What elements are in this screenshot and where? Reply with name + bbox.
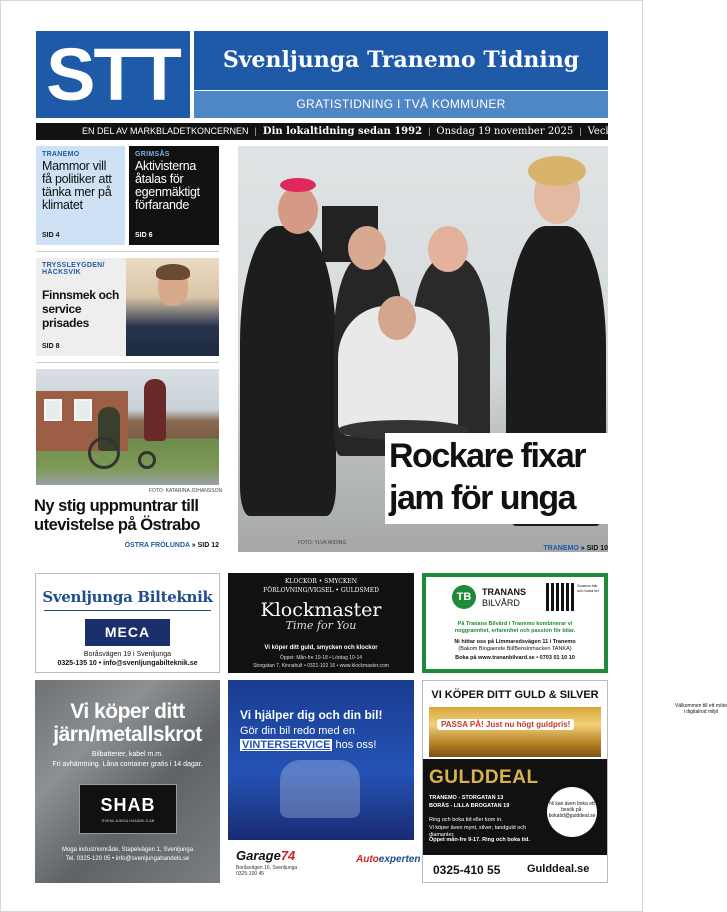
main-story-kicker[interactable] — [481, 545, 608, 552]
photo-credit: FOTO: KATARINA JOHANSSON — [149, 488, 223, 494]
ad-info-panel — [423, 759, 607, 855]
ad-contact: Tel. 0325-120 05 • info@svenljungahandels.se — [65, 856, 190, 862]
info-bar — [36, 123, 634, 140]
teaser-tag: TRANEMO — [42, 151, 80, 158]
separator: | — [254, 126, 257, 136]
ad-address: TRANEMO - STORGATAN 13 — [429, 795, 504, 801]
shab-logo-text: SHAB — [100, 795, 156, 815]
teaser-headline: Aktivisterna åtalas för egenmäktigt förfarande — [135, 159, 200, 212]
ad-address-line: Boråsvägen 16, Svenljunga — [236, 865, 298, 871]
autoexperten-logo-auto: Auto — [356, 854, 379, 865]
photo-person-head — [428, 226, 468, 272]
teaser-tag: GRIMSÅS — [135, 151, 170, 158]
ad-line: Ring och boka tid eller kom in. — [429, 817, 503, 823]
autoexperten-logo-rest: experten — [378, 854, 421, 865]
meca-logo: MECA — [85, 619, 170, 646]
ad-top-line-1: KLOCKOR • SMYCKEN — [285, 578, 357, 585]
ad-headline: Vi hjälper dig och din bil! — [240, 708, 383, 722]
ad-brand-name: TRANANS — [482, 587, 526, 597]
ad-line: Vi köper ditt guld, smycken och klockor — [264, 645, 378, 651]
garage-logo-text: Garage — [236, 848, 281, 863]
teaser-tag: TRYSSLEYGDEN/ HÄCKSVIK — [42, 262, 105, 276]
teaser-tranemo[interactable] — [36, 146, 125, 245]
photo-credit: FOTO: YLVA WIDING — [298, 540, 347, 546]
ad-address: BORÅS - LILLA BROGATAN 19 — [429, 803, 510, 809]
main-headline-line: jam för unga — [389, 479, 576, 517]
left-story-kicker[interactable] — [36, 542, 219, 549]
ad-line: Fri avhämtning. Låna container gratis i 14 dagar. — [52, 761, 203, 768]
vinterservice-highlight: VINTERSERVICE — [242, 739, 331, 751]
ad-hours: Öppet: Mån-fre 10-18 • Lördag 10-14 — [279, 655, 363, 661]
ad-line: noggrannhet, erfarenhet och passion för bilar. — [454, 628, 576, 634]
walker-wheel — [138, 451, 156, 469]
masthead-subtitle: GRATISTIDNING I TVÅ KOMMUNER — [194, 91, 608, 118]
qr-caption: Scanna här och boka tid — [577, 583, 599, 593]
portrait-hair — [156, 264, 190, 280]
teaser-headline: Mammor vill få politiker att tänka mer på klimatet — [42, 159, 112, 212]
ad-rule — [44, 610, 211, 611]
publisher-group: EN DEL AV MARKBLADETKONCERNEN — [82, 126, 249, 136]
divider — [36, 362, 219, 363]
garage-logo — [236, 848, 295, 863]
ad-address: Boråsvägen 19 i Svenljunga — [83, 651, 172, 658]
ad-footer — [228, 840, 421, 883]
photo-person-head — [378, 296, 416, 340]
ad-address: Moga industriområde, Stapelvägen 1, Svenljunga — [61, 847, 194, 853]
paper-slogan: Din lokaltidning sedan 1992 — [262, 126, 423, 137]
photo-person-rocker — [240, 226, 336, 516]
ad-headline-line: Vi köper ditt — [70, 700, 185, 723]
ad-ribbon: PASSA PÅ! Just nu högt guldpris! — [437, 719, 574, 730]
ad-brand-name-2: BILVÅRD — [482, 598, 520, 608]
separator: | — [579, 126, 582, 136]
separator: | — [428, 126, 431, 136]
ad-tranans-bilvard[interactable] — [422, 573, 608, 673]
ad-line: Vi köper även mynt, silver, tandguld och diamanter. — [429, 825, 527, 838]
teaser-page: SID 6 — [135, 232, 153, 239]
ad-line: Gör din bil redo med en — [240, 725, 355, 737]
ad-garage74[interactable] — [228, 680, 421, 883]
autoexperten-logo — [356, 854, 420, 865]
kicker-page: » SID 12 — [191, 542, 219, 549]
ad-shab-metallskrot[interactable] — [35, 680, 220, 883]
ad-svenljunga-bilteknik[interactable] — [35, 573, 220, 673]
photo-window — [44, 399, 62, 421]
ad-booking-badge: Ni kan även boka ett besök på: bokatid@gulddeal.se — [547, 787, 597, 837]
ad-phone: 0325-100 45 — [236, 871, 265, 877]
ad-subheadline — [240, 724, 376, 752]
masthead-logo[interactable]: STT — [36, 31, 190, 118]
ad-gulddeal[interactable] — [422, 680, 727, 883]
ad-brand-name: Svenljunga Bilteknik — [42, 588, 213, 606]
masthead-title: Svenljunga Tranemo Tidning — [194, 31, 608, 90]
ad-contact: 0325-135 10 • info@svenljungabilteknik.se — [57, 660, 198, 667]
ad-line: På Tranans Bilvård i Tranemo kombinerar vi — [457, 621, 573, 627]
teaser-photo — [126, 258, 219, 356]
issue-week: Vecka 47 — [587, 126, 634, 137]
kicker-place: TRANEMO — [543, 545, 579, 552]
garage-logo-number: 74 — [280, 848, 296, 863]
ad-contact: Boka på www.trananbilvard.se • 0703 01 10 10 — [455, 655, 575, 661]
shab-logo — [79, 784, 177, 834]
qr-code-icon[interactable] — [546, 583, 574, 611]
photo-window — [74, 399, 92, 421]
ad-klockmaster[interactable] — [228, 573, 414, 673]
teaser-grimsas[interactable] — [129, 146, 219, 245]
teaser-page: SID 8 — [42, 343, 60, 350]
ad-inner-panel — [426, 577, 604, 669]
photo-person-walker — [144, 379, 166, 441]
wheelchair-wheel — [88, 437, 120, 469]
ad-line-tail: hos oss! — [335, 739, 377, 751]
kicker-place: ÖSTRA FRÖLUNDA — [124, 542, 190, 549]
ad-slogan: Time for You — [285, 619, 357, 632]
car-icon — [280, 760, 360, 818]
photo-person-head — [348, 226, 386, 270]
ad-welcome-badge: Välkommen till ett möte i digitalrod miljö — [675, 691, 727, 743]
ad-top-line-2: FÖRLOVNING/VIGSEL • GULDSMED — [263, 587, 379, 594]
main-headline-line: Rockare fixar — [389, 437, 585, 475]
ostrabo-photo[interactable] — [36, 369, 219, 485]
ad-line: Bilbatterier, kabel m.m. — [91, 751, 164, 758]
kicker-page: » SID 10 — [580, 545, 608, 552]
ad-line — [240, 738, 376, 752]
ad-contact: Storgatan 7, Kinnahult • 0321-102 16 • www.klockmaster.com — [253, 663, 389, 669]
teaser-headline: Finnsmek och service prisades — [42, 288, 120, 330]
divider — [36, 251, 219, 252]
ad-headline-line: järn/metallskrot — [53, 723, 202, 746]
ad-phone[interactable]: 0325-410 55 — [433, 863, 501, 877]
ad-address — [236, 865, 297, 877]
teaser-tryssleygden[interactable] — [36, 258, 219, 356]
shab-logo-sub: SVENLJUNGA HANDELS AB — [101, 818, 155, 823]
photo-red-hair — [280, 178, 316, 192]
ad-headline: VI KÖPER DITT GULD & SILVER — [431, 689, 599, 701]
photo-blonde-hair — [528, 156, 586, 186]
ad-hours: Öppet mån-fre 9-17. Ring och boka tid. — [429, 837, 530, 843]
main-story-headline[interactable] — [389, 435, 609, 519]
left-story-headline[interactable]: Ny stig uppmuntrar till utevistelse på Östrabo — [34, 497, 200, 534]
ad-line: (Bakom Biogaende Bil/Bensinmacken TANKA) — [458, 646, 572, 652]
ad-website[interactable]: Gulddeal.se — [527, 863, 590, 875]
teaser-text-panel — [36, 258, 126, 356]
tranans-logo-icon: TB — [452, 585, 476, 609]
gold-jewelry-image — [429, 707, 601, 757]
teaser-page: SID 4 — [42, 232, 60, 239]
issue-date: Onsdag 19 november 2025 — [436, 126, 574, 137]
ad-brand-name: GULDDEAL — [429, 767, 539, 788]
ad-line: Ni hittar oss på Limmaredsvägen 11 i Tranemo — [454, 639, 576, 645]
ad-headline — [35, 700, 220, 746]
photo-person-head — [278, 186, 318, 234]
ad-brand-name: Klockmaster — [260, 599, 382, 621]
ad-top-line — [228, 577, 414, 595]
